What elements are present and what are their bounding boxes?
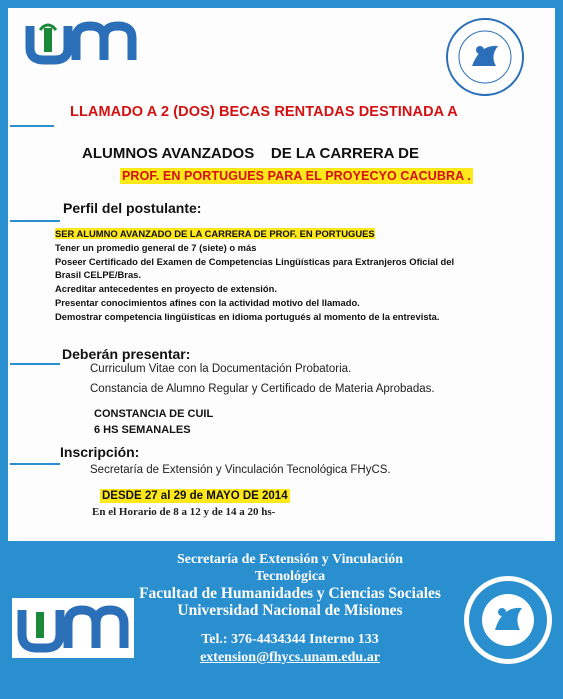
divider-line [10, 463, 60, 465]
footer-line-3: Facultad de Humanidades y Ciencias Sociales [139, 585, 441, 602]
list-item: SER ALUMNO AVANZADO DE LA CARRERA DE PROF. EN PORTUGUES [55, 228, 375, 239]
list-item: Acreditar antecedentes en proyecto de extensión. [55, 283, 277, 295]
footer-line-4: Universidad Nacional de Misiones [177, 602, 403, 619]
list-item: Brasil CELPE/Bras. [55, 269, 141, 281]
footer-text [110, 551, 470, 667]
divider-line [10, 220, 60, 222]
unam-logo-footer-graphic [12, 598, 134, 658]
footer-phone: Tel.: 376-4434344 Interno 133 [201, 632, 379, 647]
divider-line [10, 363, 60, 365]
perfil-list [55, 227, 535, 324]
inscripcion-dates: DESDE 27 al 29 de MAYO DE 2014 [102, 490, 288, 502]
presentar-item-2: Constancia de Alumno Regular y Certificado de Materia Aprobadas. [90, 383, 435, 395]
unam-logo-top [20, 16, 146, 66]
inscripcion-hours: En el Horario de 8 a 12 y de 14 a 20 hs- [92, 506, 276, 518]
list-item: Tener un promedio general de 7 (siete) o más [55, 241, 257, 253]
perfil-title: Perfil del postulante: [63, 200, 202, 216]
footer-line-2: Tecnológica [254, 569, 326, 584]
faculty-seal-footer-graphic [462, 574, 554, 666]
presentar-item-1: Curriculum Vitae con la Documentación Probatoria. [90, 363, 352, 375]
divider-line [10, 125, 54, 127]
flyer-card [8, 8, 555, 541]
heading-line-1: LLAMADO A 2 (DOS) BECAS RENTADAS DESTINADA A [70, 104, 458, 120]
hours-weekly-label: 6 HS SEMANALES [94, 424, 191, 436]
list-item: Demostrar competencia lingüísticas en idioma portugués al momento de la entrevista. [55, 310, 440, 322]
list-item: Poseer Certificado del Examen de Competencias Lingüísticas para Extranjeros Oficial del [55, 255, 455, 267]
footer-line-1: Secretaría de Extensión y Vinculación [176, 552, 404, 567]
faculty-seal-top [440, 16, 530, 98]
heading-line-3: PROF. EN PORTUGUES PARA EL PROYECYO CACUBRA . [122, 169, 471, 183]
faculty-seal-footer [462, 574, 554, 666]
inscripcion-office: Secretaría de Extensión y Vinculación Tecnológica FHyCS. [90, 464, 391, 476]
footer-email[interactable]: extension@fhycs.unam.edu.ar [200, 650, 380, 665]
presentar-title: Deberán presentar: [62, 346, 191, 362]
cuil-label: CONSTANCIA DE CUIL [94, 408, 214, 420]
faculty-seal-graphic [440, 16, 530, 98]
inscripcion-title: Inscripción: [60, 444, 140, 460]
heading-line-2: ALUMNOS AVANZADOS DE LA CARRERA DE [82, 145, 419, 162]
presentar-extra [94, 406, 213, 438]
unam-logo-graphic [20, 16, 146, 66]
unam-logo-footer [12, 598, 134, 658]
list-item: Presentar conocimientos afines con la actividad motivo del llamado. [55, 296, 360, 308]
